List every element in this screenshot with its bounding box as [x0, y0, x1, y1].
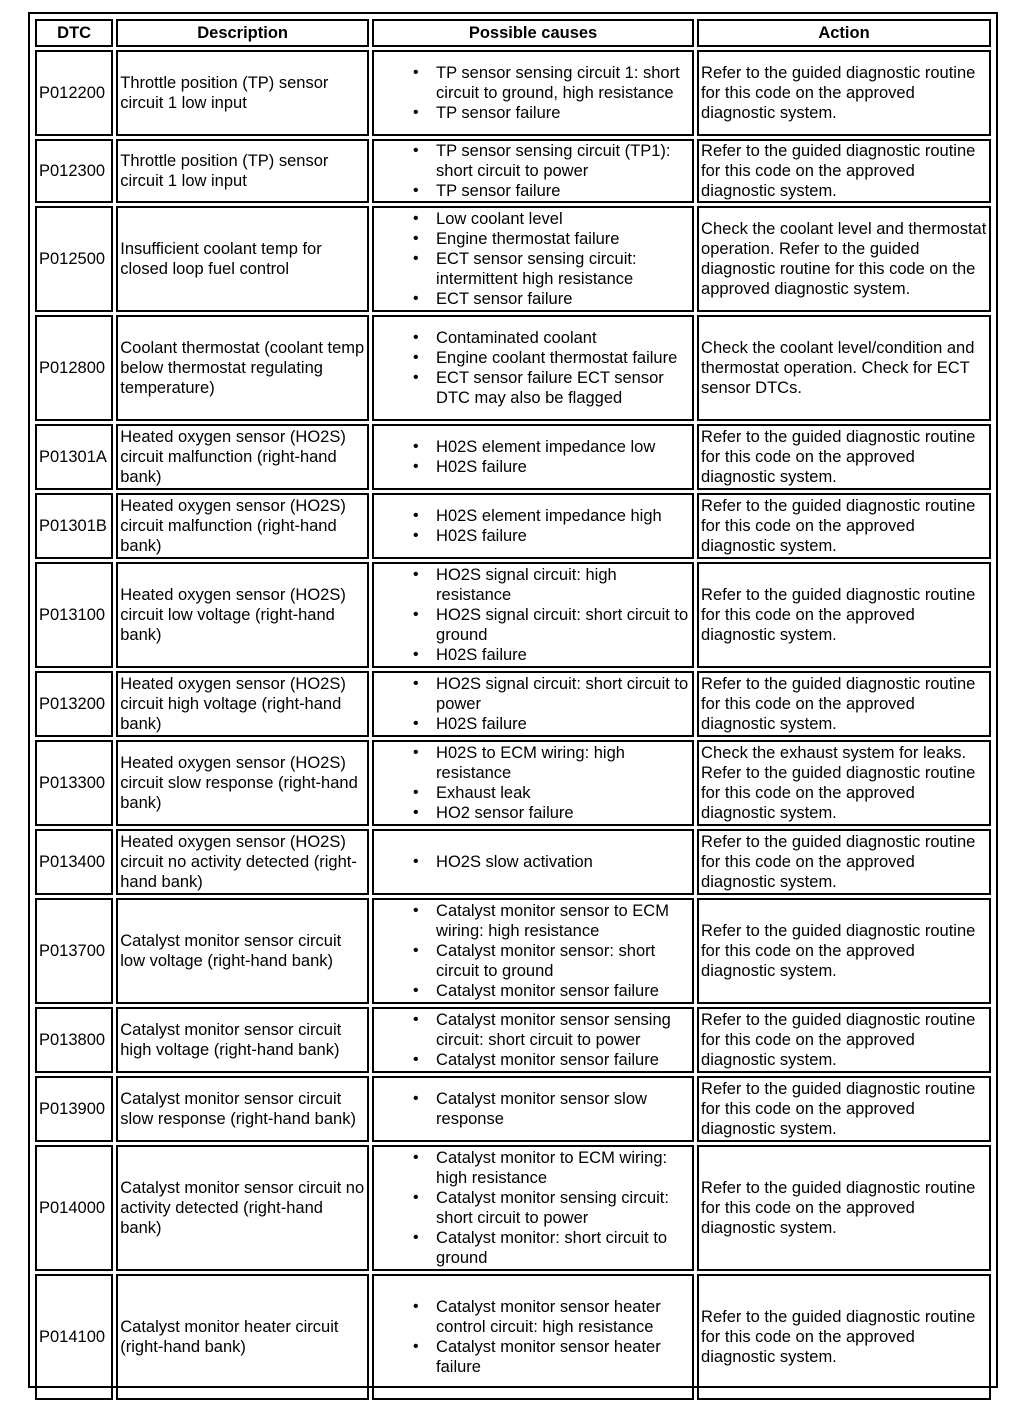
- cause-list: [376, 141, 690, 201]
- cause-item: • Catalyst monitor sensor heater failure: [436, 1337, 690, 1377]
- table-row: [35, 493, 991, 559]
- dtc-action: Refer to the guided diagnostic routine for this code on the approved diagnostic system.: [697, 493, 991, 559]
- dtc-action: Check the coolant level and thermostat operation. Refer to the guided diagnostic routine for this code on the approved diagnostic system.: [697, 206, 991, 312]
- table-body: [35, 50, 991, 1400]
- possible-causes: [372, 50, 694, 136]
- dtc-code: P013100: [35, 562, 113, 668]
- dtc-table-frame: [28, 12, 998, 1388]
- possible-causes: [372, 493, 694, 559]
- table-row: [35, 1076, 991, 1142]
- dtc-action: Refer to the guided diagnostic routine for this code on the approved diagnostic system.: [697, 1145, 991, 1271]
- cause-item: • HO2 sensor failure: [436, 803, 690, 823]
- cause-list: [376, 63, 690, 123]
- cause-item: • H02S to ECM wiring: high resistance: [436, 743, 690, 783]
- dtc-description: Throttle position (TP) sensor circuit 1 low input: [116, 139, 369, 203]
- cause-list: [376, 1089, 690, 1129]
- cause-list: [376, 1297, 690, 1377]
- table-row: [35, 1007, 991, 1073]
- table-row: [35, 898, 991, 1004]
- dtc-code: P013400: [35, 829, 113, 895]
- table-row: [35, 1274, 991, 1400]
- cause-list: [376, 1148, 690, 1268]
- dtc-description: Heated oxygen sensor (HO2S) circuit no activity detected (right-hand bank): [116, 829, 369, 895]
- dtc-code: P01301A: [35, 424, 113, 490]
- dtc-description: Heated oxygen sensor (HO2S) circuit malfunction (right-hand bank): [116, 493, 369, 559]
- cause-list: [376, 506, 690, 546]
- dtc-description: Heated oxygen sensor (HO2S) circuit high voltage (right-hand bank): [116, 671, 369, 737]
- cause-item: • H02S element impedance low: [436, 437, 690, 457]
- cause-item: • HO2S slow activation: [436, 852, 690, 872]
- dtc-action: Check the coolant level/condition and thermostat operation. Check for ECT sensor DTCs.: [697, 315, 991, 421]
- possible-causes: [372, 671, 694, 737]
- cause-item: • Low coolant level: [436, 209, 690, 229]
- dtc-code: P012200: [35, 50, 113, 136]
- cause-list: [376, 437, 690, 477]
- possible-causes: [372, 562, 694, 668]
- cause-item: • TP sensor failure: [436, 103, 690, 123]
- table-row: [35, 50, 991, 136]
- dtc-code: P01301B: [35, 493, 113, 559]
- header-possible-causes: Possible causes: [372, 19, 694, 47]
- header-description: Description: [116, 19, 369, 47]
- cause-list: [376, 852, 690, 872]
- dtc-description: Catalyst monitor sensor circuit no activity detected (right-hand bank): [116, 1145, 369, 1271]
- dtc-action: Refer to the guided diagnostic routine for this code on the approved diagnostic system.: [697, 898, 991, 1004]
- cause-item: • TP sensor sensing circuit (TP1): short circuit to power: [436, 141, 690, 181]
- header-row: [35, 19, 991, 47]
- dtc-action: Refer to the guided diagnostic routine for this code on the approved diagnostic system.: [697, 1274, 991, 1400]
- dtc-action: Check the exhaust system for leaks. Refer to the guided diagnostic routine for this code on the approved diagnostic system.: [697, 740, 991, 826]
- table-row: [35, 424, 991, 490]
- table-row: [35, 1145, 991, 1271]
- cause-item: • Catalyst monitor to ECM wiring: high resistance: [436, 1148, 690, 1188]
- cause-item: • H02S failure: [436, 714, 690, 734]
- dtc-description: Catalyst monitor sensor circuit slow response (right-hand bank): [116, 1076, 369, 1142]
- dtc-description: Catalyst monitor sensor circuit high voltage (right-hand bank): [116, 1007, 369, 1073]
- cause-item: • H02S element impedance high: [436, 506, 690, 526]
- possible-causes: [372, 315, 694, 421]
- possible-causes: [372, 898, 694, 1004]
- cause-item: • Catalyst monitor sensor: short circuit to ground: [436, 941, 690, 981]
- dtc-description: Insufficient coolant temp for closed loop fuel control: [116, 206, 369, 312]
- table-row: [35, 740, 991, 826]
- cause-list: [376, 743, 690, 823]
- cause-item: • TP sensor failure: [436, 181, 690, 201]
- dtc-description: Heated oxygen sensor (HO2S) circuit malfunction (right-hand bank): [116, 424, 369, 490]
- cause-item: • HO2S signal circuit: high resistance: [436, 565, 690, 605]
- possible-causes: [372, 1145, 694, 1271]
- cause-item: • ECT sensor failure: [436, 289, 690, 309]
- cause-item: • Catalyst monitor sensor slow response: [436, 1089, 690, 1129]
- dtc-description: Heated oxygen sensor (HO2S) circuit low voltage (right-hand bank): [116, 562, 369, 668]
- table-row: [35, 315, 991, 421]
- dtc-action: Refer to the guided diagnostic routine for this code on the approved diagnostic system.: [697, 1076, 991, 1142]
- possible-causes: [372, 1274, 694, 1400]
- table-row: [35, 562, 991, 668]
- possible-causes: [372, 740, 694, 826]
- table-row: [35, 139, 991, 203]
- dtc-code: P013200: [35, 671, 113, 737]
- cause-item: • Engine coolant thermostat failure: [436, 348, 690, 368]
- dtc-code: P013800: [35, 1007, 113, 1073]
- possible-causes: [372, 829, 694, 895]
- cause-item: • Catalyst monitor sensor sensing circuit: short circuit to power: [436, 1010, 690, 1050]
- dtc-code: P012800: [35, 315, 113, 421]
- dtc-action: Refer to the guided diagnostic routine for this code on the approved diagnostic system.: [697, 139, 991, 203]
- cause-list: [376, 901, 690, 1001]
- dtc-code: P013900: [35, 1076, 113, 1142]
- cause-list: [376, 674, 690, 734]
- cause-list: [376, 1010, 690, 1070]
- table-row: [35, 206, 991, 312]
- cause-item: • H02S failure: [436, 645, 690, 665]
- dtc-action: Refer to the guided diagnostic routine for this code on the approved diagnostic system.: [697, 829, 991, 895]
- possible-causes: [372, 206, 694, 312]
- dtc-action: Refer to the guided diagnostic routine for this code on the approved diagnostic system.: [697, 562, 991, 668]
- cause-item: • Catalyst monitor sensor heater control circuit: high resistance: [436, 1297, 690, 1337]
- cause-list: [376, 565, 690, 665]
- dtc-code: P013700: [35, 898, 113, 1004]
- dtc-action: Refer to the guided diagnostic routine for this code on the approved diagnostic system.: [697, 424, 991, 490]
- dtc-description: Catalyst monitor heater circuit (right-hand bank): [116, 1274, 369, 1400]
- possible-causes: [372, 1076, 694, 1142]
- cause-item: • HO2S signal circuit: short circuit to ground: [436, 605, 690, 645]
- dtc-action: Refer to the guided diagnostic routine for this code on the approved diagnostic system.: [697, 671, 991, 737]
- cause-item: • Catalyst monitor sensor to ECM wiring: high resistance: [436, 901, 690, 941]
- cause-item: • H02S failure: [436, 526, 690, 546]
- header-action: Action: [697, 19, 991, 47]
- dtc-action: Refer to the guided diagnostic routine for this code on the approved diagnostic system.: [697, 50, 991, 136]
- dtc-code: P014000: [35, 1145, 113, 1271]
- header-dtc: DTC: [35, 19, 113, 47]
- dtc-code: P014100: [35, 1274, 113, 1400]
- cause-item: • Engine thermostat failure: [436, 229, 690, 249]
- cause-item: • Exhaust leak: [436, 783, 690, 803]
- cause-item: • ECT sensor sensing circuit: intermittent high resistance: [436, 249, 690, 289]
- dtc-description: Heated oxygen sensor (HO2S) circuit slow response (right-hand bank): [116, 740, 369, 826]
- cause-item: • Catalyst monitor sensor failure: [436, 1050, 690, 1070]
- dtc-code: P013300: [35, 740, 113, 826]
- dtc-description: Throttle position (TP) sensor circuit 1 low input: [116, 50, 369, 136]
- possible-causes: [372, 139, 694, 203]
- cause-item: • TP sensor sensing circuit 1: short circuit to ground, high resistance: [436, 63, 690, 103]
- cause-item: • ECT sensor failure ECT sensor DTC may also be flagged: [436, 368, 690, 408]
- dtc-code: P012300: [35, 139, 113, 203]
- possible-causes: [372, 424, 694, 490]
- cause-item: • Catalyst monitor sensing circuit: short circuit to power: [436, 1188, 690, 1228]
- cause-item: • HO2S signal circuit: short circuit to power: [436, 674, 690, 714]
- dtc-description: Catalyst monitor sensor circuit low voltage (right-hand bank): [116, 898, 369, 1004]
- cause-list: [376, 209, 690, 309]
- cause-list: [376, 328, 690, 408]
- dtc-code: P012500: [35, 206, 113, 312]
- cause-item: • Catalyst monitor: short circuit to ground: [436, 1228, 690, 1268]
- table-row: [35, 829, 991, 895]
- table-row: [35, 671, 991, 737]
- dtc-description: Coolant thermostat (coolant temp below thermostat regulating temperature): [116, 315, 369, 421]
- cause-item: • H02S failure: [436, 457, 690, 477]
- cause-item: • Catalyst monitor sensor failure: [436, 981, 690, 1001]
- dtc-table: [32, 16, 994, 1403]
- possible-causes: [372, 1007, 694, 1073]
- cause-item: • Contaminated coolant: [436, 328, 690, 348]
- dtc-action: Refer to the guided diagnostic routine for this code on the approved diagnostic system.: [697, 1007, 991, 1073]
